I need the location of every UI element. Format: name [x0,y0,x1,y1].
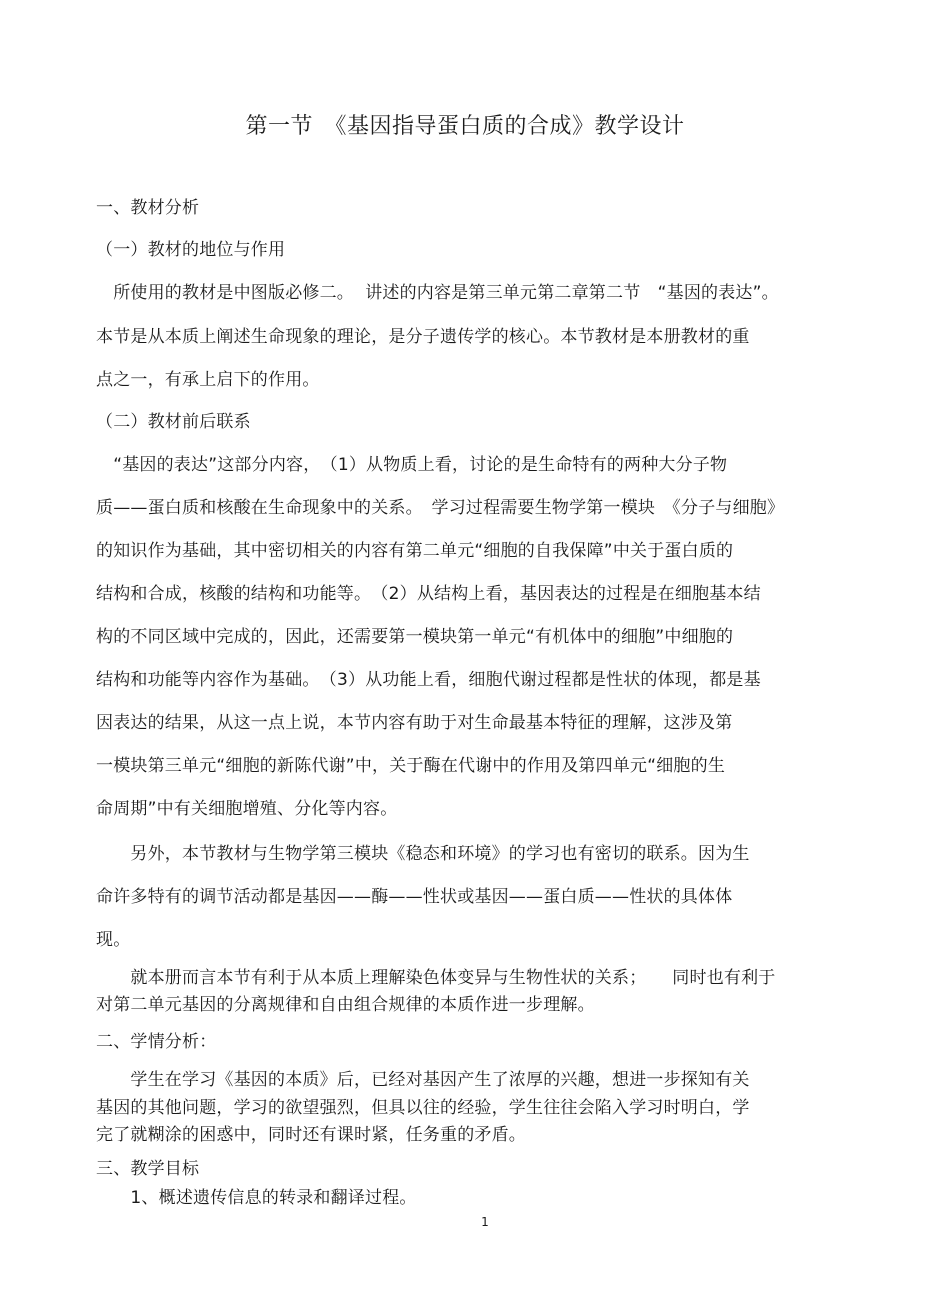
subsection-heading-1-1: （一）教材的地位与作用 [96,240,286,260]
section-heading-3: 三、教学目标 [96,1159,200,1179]
paragraph-line: 另外，本节教材与生物学第三模块《稳态和环境》的学习也有密切的联系。因为生 [96,844,750,864]
list-item: 1、概述遗传信息的转录和翻译过程。 [96,1188,417,1208]
paragraph-line: 完了就糊涂的困惑中，同时还有课时紧，任务重的矛盾。 [96,1125,526,1145]
subsection-heading-1-2: （二）教材前后联系 [96,412,251,432]
paragraph-line: 因表达的结果，从这一点上说，本节内容有助于对生命最基本特征的理解，这涉及第 [96,713,733,733]
paragraph-line: “基因的表达”这部分内容， （1）从物质上看，讨论的是生命特有的两种大分子物 [96,455,728,475]
paragraph-line: 点之一，有承上启下的作用。 [96,370,320,390]
paragraph-line: 对第二单元基因的分离规律和自由组合规律的本质作进一步理解。 [96,995,595,1015]
paragraph-line: 本节是从本质上阐述生命现象的理论，是分子遗传学的核心。本节教材是本册教材的重 [96,327,750,347]
paragraph-line: 结构和合成，核酸的结构和功能等。 （2）从结构上看，基因表达的过程是在细胞基本结 [96,584,761,604]
page-number: 1 [481,1215,489,1229]
paragraph-line: 构的不同区域中完成的，因此，还需要第一模块第一单元“有机体中的细胞”中细胞的 [96,627,734,647]
paragraph-line: 质——蛋白质和核酸在生命现象中的关系。 学习过程需要生物学第一模块 《分子与细胞》 [96,498,785,518]
paragraph-line: 命周期”中有关细胞增殖、分化等内容。 [96,799,398,819]
paragraph-line: 现。 [96,930,131,950]
paragraph-line: 一模块第三单元“细胞的新陈代谢”中，关于酶在代谢中的作用及第四单元“细胞的生 [96,756,726,776]
paragraph-line: 所使用的教材是中图版必修二。 讲述的内容是第三单元第二章第二节 “基因的表达”。 [96,283,779,303]
paragraph-line: 学生在学习《基因的本质》后，已经对基因产生了浓厚的兴趣，想进一步探知有关 [96,1070,750,1090]
section-heading-1: 一、教材分析 [96,198,200,218]
paragraph-line: 结构和功能等内容作为基础。 （3）从功能上看，细胞代谢过程都是性状的体现，都是基 [96,670,761,690]
section-heading-2: 二、学情分析： [96,1032,217,1052]
paragraph-line: 就本册而言本节有利于从本质上理解染色体变异与生物性状的关系； 同时也有利于 [96,968,776,988]
paragraph-line: 命许多特有的调节活动都是基因——酶——性状或基因——蛋白质——性状的具体体 [96,887,733,907]
document-title: 第一节 《基因指导蛋白质的合成》教学设计 [245,114,685,139]
paragraph-line: 的知识作为基础，其中密切相关的内容有第二单元“细胞的自我保障”中关于蛋白质的 [96,541,734,561]
paragraph-line: 基因的其他问题，学习的欲望强烈，但具以往的经验，学生往往会陷入学习时明白，学 [96,1098,750,1118]
